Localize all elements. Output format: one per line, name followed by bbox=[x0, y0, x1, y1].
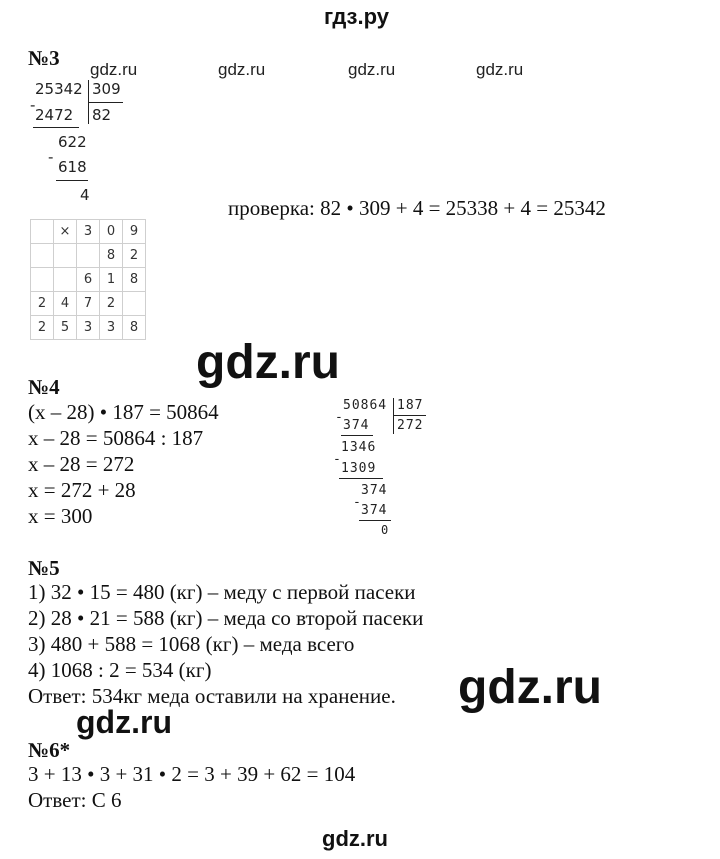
task5-answer: Ответ: 534кг меда оставили на хранение. bbox=[28, 684, 396, 708]
watermark-large: gdz.ru bbox=[458, 661, 602, 714]
division-minus: - bbox=[48, 148, 54, 166]
division-sub2: 1309 bbox=[341, 461, 377, 476]
division-rule bbox=[56, 180, 88, 181]
grid-cell: 5 bbox=[54, 316, 77, 340]
grid-cell bbox=[54, 244, 77, 268]
grid-row bbox=[31, 244, 146, 268]
task4-line: x – 28 = 50864 : 187 bbox=[28, 426, 204, 450]
task4-line: (x – 28) • 187 = 50864 bbox=[28, 400, 219, 424]
task4-line: x – 28 = 272 bbox=[28, 452, 135, 476]
watermark-small: gdz.ru bbox=[90, 60, 138, 79]
task6-title: №6* bbox=[28, 738, 71, 762]
grid-cell: 7 bbox=[77, 292, 100, 316]
grid-cell: 3 bbox=[77, 220, 100, 244]
division-remainder: 0 bbox=[381, 523, 390, 537]
grid-cell: 1 bbox=[100, 268, 123, 292]
task5-line: 3) 480 + 588 = 1068 (кг) – меда всего bbox=[28, 632, 355, 656]
watermark-small: gdz.ru bbox=[348, 60, 396, 79]
task6-answer: Ответ: С 6 bbox=[28, 788, 122, 812]
task6-line: 3 + 13 • 3 + 31 • 2 = 3 + 39 + 62 = 104 bbox=[28, 762, 356, 786]
grid-cell: 2 bbox=[31, 316, 54, 340]
division-minus: - bbox=[335, 410, 344, 425]
division-divisor-line bbox=[394, 415, 426, 416]
task5-title: №5 bbox=[28, 556, 60, 580]
task5-line: 2) 28 • 21 = 588 (кг) – меда со второй пасеки bbox=[28, 606, 424, 630]
grid-cell bbox=[77, 244, 100, 268]
grid-cell: 4 bbox=[54, 292, 77, 316]
grid-row bbox=[31, 292, 146, 316]
division-remainder: 4 bbox=[80, 186, 90, 204]
grid-cell: 2 bbox=[31, 292, 54, 316]
division-rem1: 1346 bbox=[341, 440, 377, 455]
multiplication-grid bbox=[30, 219, 146, 340]
grid-cell: 3 bbox=[77, 316, 100, 340]
division-minus: - bbox=[353, 495, 362, 510]
division-quotient: 272 bbox=[397, 418, 424, 433]
grid-cell bbox=[123, 292, 146, 316]
grid-cell bbox=[31, 244, 54, 268]
task4-line: x = 272 + 28 bbox=[28, 478, 136, 502]
division-minus: - bbox=[333, 452, 342, 467]
grid-row bbox=[31, 316, 146, 340]
division-sub1: 374 bbox=[343, 418, 370, 433]
grid-row bbox=[31, 268, 146, 292]
task3-check: проверка: 82 • 309 + 4 = 25338 + 4 = 25342 bbox=[228, 196, 606, 220]
division-rem2: 374 bbox=[361, 483, 388, 498]
grid-cell bbox=[31, 220, 54, 244]
grid-cell bbox=[54, 268, 77, 292]
division-rule bbox=[339, 478, 383, 479]
division-rule bbox=[359, 520, 391, 521]
task3-title: №3 bbox=[28, 46, 60, 70]
division-sub3: 374 bbox=[361, 503, 388, 518]
division-divisor-line bbox=[89, 102, 123, 103]
grid-cell: 9 bbox=[123, 220, 146, 244]
division-divisor: 187 bbox=[397, 398, 424, 413]
task4-title: №4 bbox=[28, 375, 60, 399]
division-quotient: 82 bbox=[92, 106, 112, 124]
grid-cell: 8 bbox=[123, 268, 146, 292]
grid-cell: 8 bbox=[123, 316, 146, 340]
watermark-small: gdz.ru bbox=[476, 60, 524, 79]
grid-row bbox=[31, 220, 146, 244]
watermark-large: gdz.ru bbox=[196, 336, 340, 389]
grid-cell: 0 bbox=[100, 220, 123, 244]
division-sub1: 2472 bbox=[35, 106, 74, 124]
grid-cell: 2 bbox=[100, 292, 123, 316]
grid-cell: 3 bbox=[100, 316, 123, 340]
watermark-small: gdz.ru bbox=[218, 60, 266, 79]
division-rule bbox=[341, 435, 373, 436]
division-dividend: 25342 bbox=[35, 80, 83, 98]
division-dividend: 50864 bbox=[343, 398, 388, 413]
grid-cell: 8 bbox=[100, 244, 123, 268]
task5-line: 1) 32 • 15 = 480 (кг) – меду с первой пасеки bbox=[28, 580, 416, 604]
task5-line: 4) 1068 : 2 = 534 (кг) bbox=[28, 658, 212, 682]
grid-cell bbox=[31, 268, 54, 292]
grid-cell: 2 bbox=[123, 244, 146, 268]
division-divisor: 309 bbox=[92, 80, 121, 98]
division-rule bbox=[33, 127, 79, 128]
grid-cell: × bbox=[54, 220, 77, 244]
watermark-medium: gdz.ru bbox=[76, 704, 172, 740]
site-title: гдз.ру bbox=[324, 4, 389, 29]
task4-line: x = 300 bbox=[28, 504, 93, 528]
division-rem1: 622 bbox=[58, 133, 87, 151]
division-sub2: 618 bbox=[58, 158, 87, 176]
grid-cell: 6 bbox=[77, 268, 100, 292]
watermark-bottom: gdz.ru bbox=[322, 826, 388, 851]
division-bar bbox=[393, 398, 394, 434]
division-minus: - bbox=[30, 96, 36, 114]
